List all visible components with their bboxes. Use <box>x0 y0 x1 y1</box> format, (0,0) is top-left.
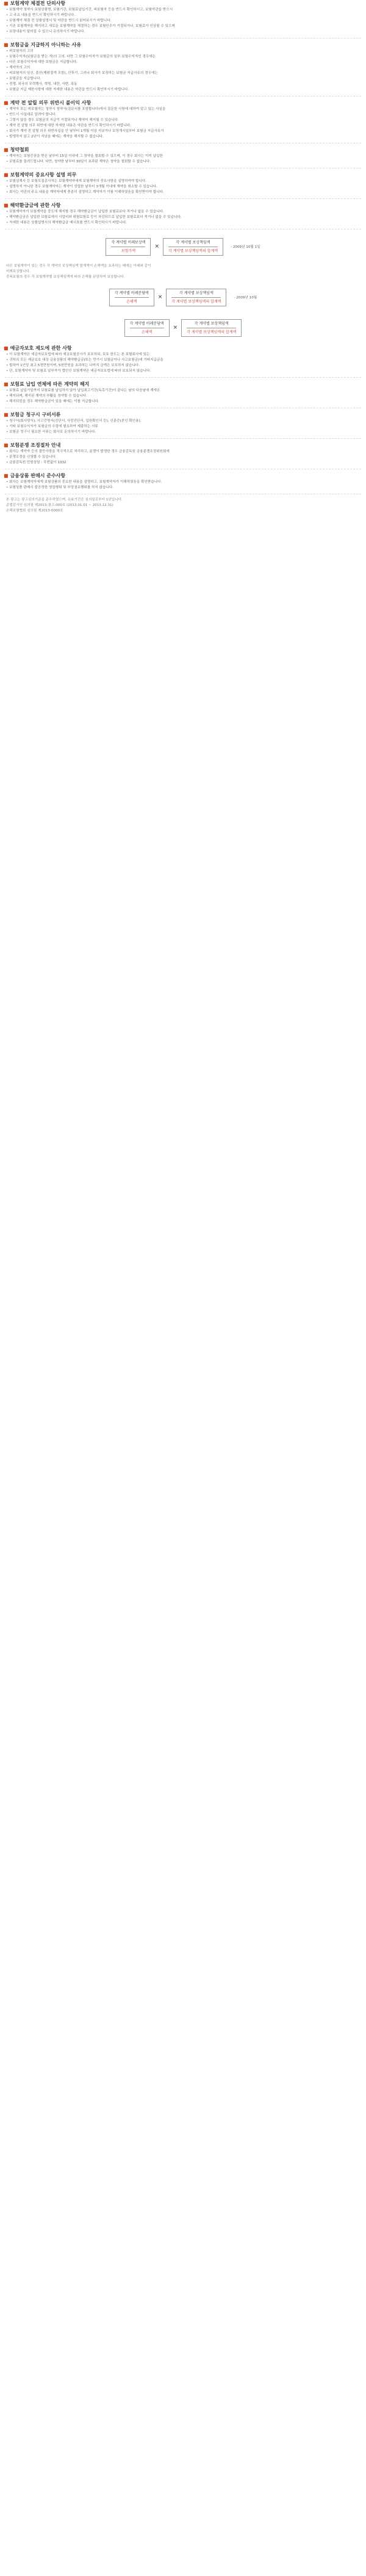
section-title-text: 보험금 청구시 구비서류 <box>10 412 61 417</box>
section-body <box>0 449 366 466</box>
section-line: • 설명하지 아니한 경우 보험계약자는 계약이 성립한 날부터 3개월 이내에 계약을 취소할 수 있습니다. <box>6 184 360 190</box>
section <box>0 41 366 96</box>
section-line: • 보험계약자가 보험계약을 중도에 해지할 경우 해약환급금이 납입한 보험료보다 적거나 없을 수 있습니다. <box>6 209 360 215</box>
section-title-text: 보험금을 지급하지 아니하는 사유 <box>10 42 82 48</box>
section-line: • 보험상품 판매시 불공정한 영업행위 및 부당권유행위를 하지 않습니다. <box>6 485 360 491</box>
section-body <box>0 49 366 93</box>
square-bullet-icon: ■ <box>4 203 9 208</box>
section-body <box>0 388 366 405</box>
section-body <box>0 480 366 491</box>
section <box>0 202 366 229</box>
divider <box>5 438 361 439</box>
formula-1-left-bottom: 보험가액 <box>111 247 145 254</box>
section-title <box>0 411 366 419</box>
section-line: • 해지되었을 경우 해약환급금이 있을 때에는 이를 지급합니다. <box>6 399 360 405</box>
square-bullet-icon: ■ <box>4 442 9 448</box>
section-title-text: 보험분쟁 조정절차 안내 <box>10 442 61 448</box>
section-title <box>0 171 366 179</box>
section-line: • 보장내용이 달라질 수 있으니 유의하시기 바랍니다. <box>6 29 360 35</box>
square-bullet-icon: ■ <box>4 147 9 153</box>
section-line: • 회사가 계약 전 알릴 의무 위반사실을 안 날부터 1개월 이상 지났거나 보장개시일부터 보험금 지급사유가 <box>6 129 360 134</box>
formula-3-right <box>181 319 242 337</box>
formula-1-right-bottom: 각 계약별 보상책임액의 합계액 <box>168 247 218 254</box>
formula-1-note: - 2009년 10월 1일 <box>231 245 260 249</box>
section-title-text: 청약철회 <box>10 147 29 153</box>
section-line: • 금융감독원 민원상담 : 국번없이 1332 <box>6 460 360 466</box>
section-title <box>0 146 366 154</box>
section-line: • 보험설계사 등 보험모집종사자는 보험계약자에게 보험계약의 중요사항을 설명하여야 합니다. <box>6 179 360 184</box>
section-line: • 회사는 계약자 등의 불만사항을 적극적으로 처리하고, 분쟁이 발생한 경우 금융감독원 금융분쟁조정위원회에 <box>6 449 360 455</box>
section-line: • 계약자의 고의 <box>6 65 360 71</box>
square-bullet-icon: ■ <box>4 172 9 178</box>
square-bullet-icon: ■ <box>4 345 9 351</box>
footer-notes <box>0 497 366 514</box>
formula-3-left <box>124 319 170 337</box>
section-body <box>0 209 366 226</box>
section-line: • 보험금 청구시 필요한 서류는 회사로 문의하시기 바랍니다. <box>6 430 360 435</box>
section-line: • 귀하의 모든 예금보호 대상 금융상품의 해약환급금(또는 만기시 보험금이나 사고보험금)에 기타지급금을 <box>6 358 360 363</box>
section-line: • 고 주요 내용을 반드시 확인하시기 바랍니다. <box>6 13 360 18</box>
section-title <box>0 0 366 7</box>
section <box>0 0 366 38</box>
section-title-text: 예금자보호 제도에 관한 사항 <box>10 345 72 351</box>
section-line: • 이 보험계약은 예금자보호법에 따라 예금보험공사가 보호하되, 보호 한도는 본 보험회사에 있는 <box>6 352 360 358</box>
divider <box>5 198 361 199</box>
section-title-text: 보험료 납입 연체에 따른 계약의 해지 <box>10 381 90 387</box>
section-title-text: 계약 전 알릴 의무 위반시 불이익 사항 <box>10 100 92 106</box>
formula-3-right-bottom: 각 계약별 보상책임액의 합계액 <box>187 328 236 335</box>
formula-3-left-bottom: 손해액 <box>130 328 164 335</box>
formula-block-2 <box>0 284 366 311</box>
section-line: • 회사는 약관의 주요 내용을 계약자에게 충분히 설명하고 계약자가 이를 이해하였음을 확인받아야 합니다. <box>6 190 360 195</box>
square-bullet-icon: ■ <box>4 1 9 6</box>
section-line: • 해약환급금은 납입한 보험료에서 사업비와 위험보험료 등이 차감되므로 납입한 보험료보다 적거나 없을 수 있습니다. <box>6 215 360 220</box>
sections-group-b <box>0 345 366 494</box>
mid-notes <box>0 264 366 280</box>
formula-2-right <box>166 289 226 306</box>
section <box>0 345 366 378</box>
section-body <box>0 154 366 165</box>
section <box>0 411 366 439</box>
section-line: • 보험금 지급 제한사항에 대한 자세한 내용은 약관을 반드시 확인하시기 바랍니다. <box>6 87 360 93</box>
section-title-text: 보험계약의 중요사항 설명 의무 <box>10 172 77 178</box>
section-line: • 단, 보험계약자 및 보험료 납부자가 법인인 보험계약은 예금자보호법에 따라 보호되지 않습니다. <box>6 369 360 374</box>
square-bullet-icon: ■ <box>4 412 9 417</box>
section <box>0 99 366 143</box>
square-bullet-icon: ■ <box>4 100 9 106</box>
mid-note-line: 비례보상합니다. <box>6 270 30 273</box>
section <box>0 442 366 469</box>
square-bullet-icon: ■ <box>4 473 9 478</box>
formula-1-left <box>106 238 151 256</box>
section <box>0 171 366 199</box>
mid-note-line: 중복보험의 경우 각 보험계약별 보상책임액에 따라 손해를 분담하여 보상합니다. <box>6 275 125 279</box>
formula-2-left-top: 각 계약별 비례분담액 <box>114 290 149 295</box>
section <box>0 146 366 168</box>
section-body <box>0 107 366 140</box>
section-title <box>0 99 366 107</box>
section-title-text: 금융상품 판매시 준수사항 <box>10 473 66 478</box>
section-line: • 보험수익자(보험금을 받는 자)의 고의. 다만 그 보험수익자가 보험금의 일부 보험수익자인 경우에는 <box>6 54 360 60</box>
section-line: • 피보험자의 고의 <box>6 49 360 54</box>
section-line: • 그렇지 않을 경우 보험금의 지급이 거절되거나 계약이 해지될 수 있습니다. <box>6 118 360 123</box>
formula-block-1 <box>0 233 366 260</box>
formula-3-right-top: 각 계약별 보상책임액 <box>194 321 229 326</box>
section-line: • 회사는 보험계약자에게 보험상품의 중요한 내용을 설명하고, 보험계약자가 이해하였음을 확인받습니다. <box>6 480 360 485</box>
formula-2-right-top: 각 계약별 보상책임액 <box>179 290 214 295</box>
formula-2-note: - 2009년 10월 <box>234 296 257 300</box>
footer-line: 손해보험협회 심의필 제2013-0000호 <box>6 509 63 513</box>
section-line: • 피보험자의 임신, 출산(제왕절개 포함), 산후기. 그러나 회사가 보장하는 보험금 지급사유의 경우에는 <box>6 71 360 76</box>
section-line: • 계약 전 알릴 의무 위반에 대한 자세한 내용은 약관을 반드시 확인하시기 바랍니다. <box>6 123 360 129</box>
section-title-text: 보험계약 체결전 단의사항 <box>10 1 66 6</box>
square-bullet-icon: ■ <box>4 42 9 48</box>
section-line: • 청구서(회사양식), 사고증명서(진단서, 사망진단서, 입원확인서 등), 신분증(본인 확인용), <box>6 419 360 424</box>
section-title <box>0 41 366 49</box>
formula-2-right-bottom: 각 계약별 보상책임액의 합계액 <box>171 297 221 305</box>
section-line: • 분쟁조정을 신청할 수 있습니다. <box>6 455 360 460</box>
multiply-sign: × <box>157 294 163 300</box>
section-line: • 보험계약 체결 전 상품설명서 및 약관을 반드시 읽어보시기 바랍니다. <box>6 18 360 24</box>
section-line: • 보험료 납입기일까지 보험료를 납입하지 않아 납입최고기간(독촉기간)이 끝나는 날의 다음날에 계약은 <box>6 388 360 394</box>
formula-2-left <box>109 289 154 306</box>
footer-line: 준법감시인 심의필 제2013-광고-000호 (2013.01.01 ~ 2013.12.31) <box>6 503 113 507</box>
section-title <box>0 345 366 352</box>
section-line: • 반드시 사실대로 알려야 합니다. <box>6 112 360 118</box>
multiply-sign: × <box>154 244 159 250</box>
section-line: • 계약자는 보험증권을 받은 날부터 15일 이내에 그 청약을 철회할 수 있으며, 이 경우 회사는 이미 납입한 <box>6 154 360 159</box>
section-line: • 기존 보험계약을 해지하고 새로운 보험계약을 체결하는 경우 보험인수가 거절되거나, 보험료가 인상될 수 있으며 <box>6 24 360 29</box>
square-bullet-icon: ■ <box>4 381 9 387</box>
section-title <box>0 442 366 449</box>
section-line: • 합하여 1인당 최고 5천만원이며, 5천만원을 초과하는 나머지 금액은 보호하지 않습니다. <box>6 363 360 369</box>
formula-block-3 <box>0 314 366 341</box>
section <box>0 381 366 408</box>
formula-3-left-top: 각 계약별 비례분담액 <box>129 321 164 326</box>
section-body <box>0 179 366 195</box>
section-line: • 다른 보험수익자에 대한 보험금은 지급합니다. <box>6 60 360 65</box>
section-title <box>0 472 366 480</box>
mid-note-line: 다른 보험계약이 있는 경우 각 계약의 보상책임액 합계액이 손해액을 초과하는 때에는 아래와 같이 <box>6 264 151 268</box>
section-body <box>0 7 366 35</box>
footer-line: 본 광고는 광고심의기준을 준수하였으며, 유효기간은 심의일로부터 1년입니다. <box>6 498 123 502</box>
formula-2-left-bottom: 손해액 <box>115 297 149 305</box>
section-line: • 기타 보험수익자가 보험금의 수령에 필요하여 제출하는 서류 <box>6 424 360 430</box>
section <box>0 472 366 494</box>
formula-1-left-top: 각 계약별 비례보상액 <box>111 240 146 245</box>
divider <box>5 377 361 378</box>
section-line: • 자세한 내용은 상품설명서의 해약환급금 예시표를 반드시 확인하시기 바랍니다. <box>6 220 360 226</box>
multiply-sign: × <box>173 325 178 331</box>
section-line: • 발생하지 않고 2년이 지났을 때에는 계약을 해지할 수 없습니다. <box>6 134 360 140</box>
formula-1-right-top: 각 계약별 보상책임액 <box>176 240 210 245</box>
section-body <box>0 419 366 435</box>
section-line: • 보험료를 돌려드립니다. 다만, 청약한 날부터 30일이 초과된 계약은 청약을 철회할 수 없습니다. <box>6 159 360 165</box>
formula-1-right <box>163 238 223 256</box>
section-title <box>0 381 366 388</box>
section-line: • 보험금을 지급합니다. <box>6 76 360 82</box>
section-line: • 전쟁, 외국의 무력행사, 혁명, 내란, 사변, 폭동 <box>6 82 360 87</box>
section-title <box>0 202 366 209</box>
sections-group-a <box>0 0 366 229</box>
section-title-text: 해약환급금에 관한 사항 <box>10 203 61 208</box>
section-body <box>0 352 366 374</box>
section-line: • 계약자 또는 피보험자는 청약시 청약서(질문서를 포함합니다)에서 질문한 사항에 대하여 알고 있는 사실을 <box>6 107 360 112</box>
section-line: • 보험계약 청약시 보험상품명, 보험기간, 보험료납입기간, 피보험자 등을 반드시 확인하시고, 보험약관을 받으시 <box>6 7 360 13</box>
section-line: • 해지되며, 해지된 계약의 부활을 청약할 수 있습니다. <box>6 394 360 399</box>
